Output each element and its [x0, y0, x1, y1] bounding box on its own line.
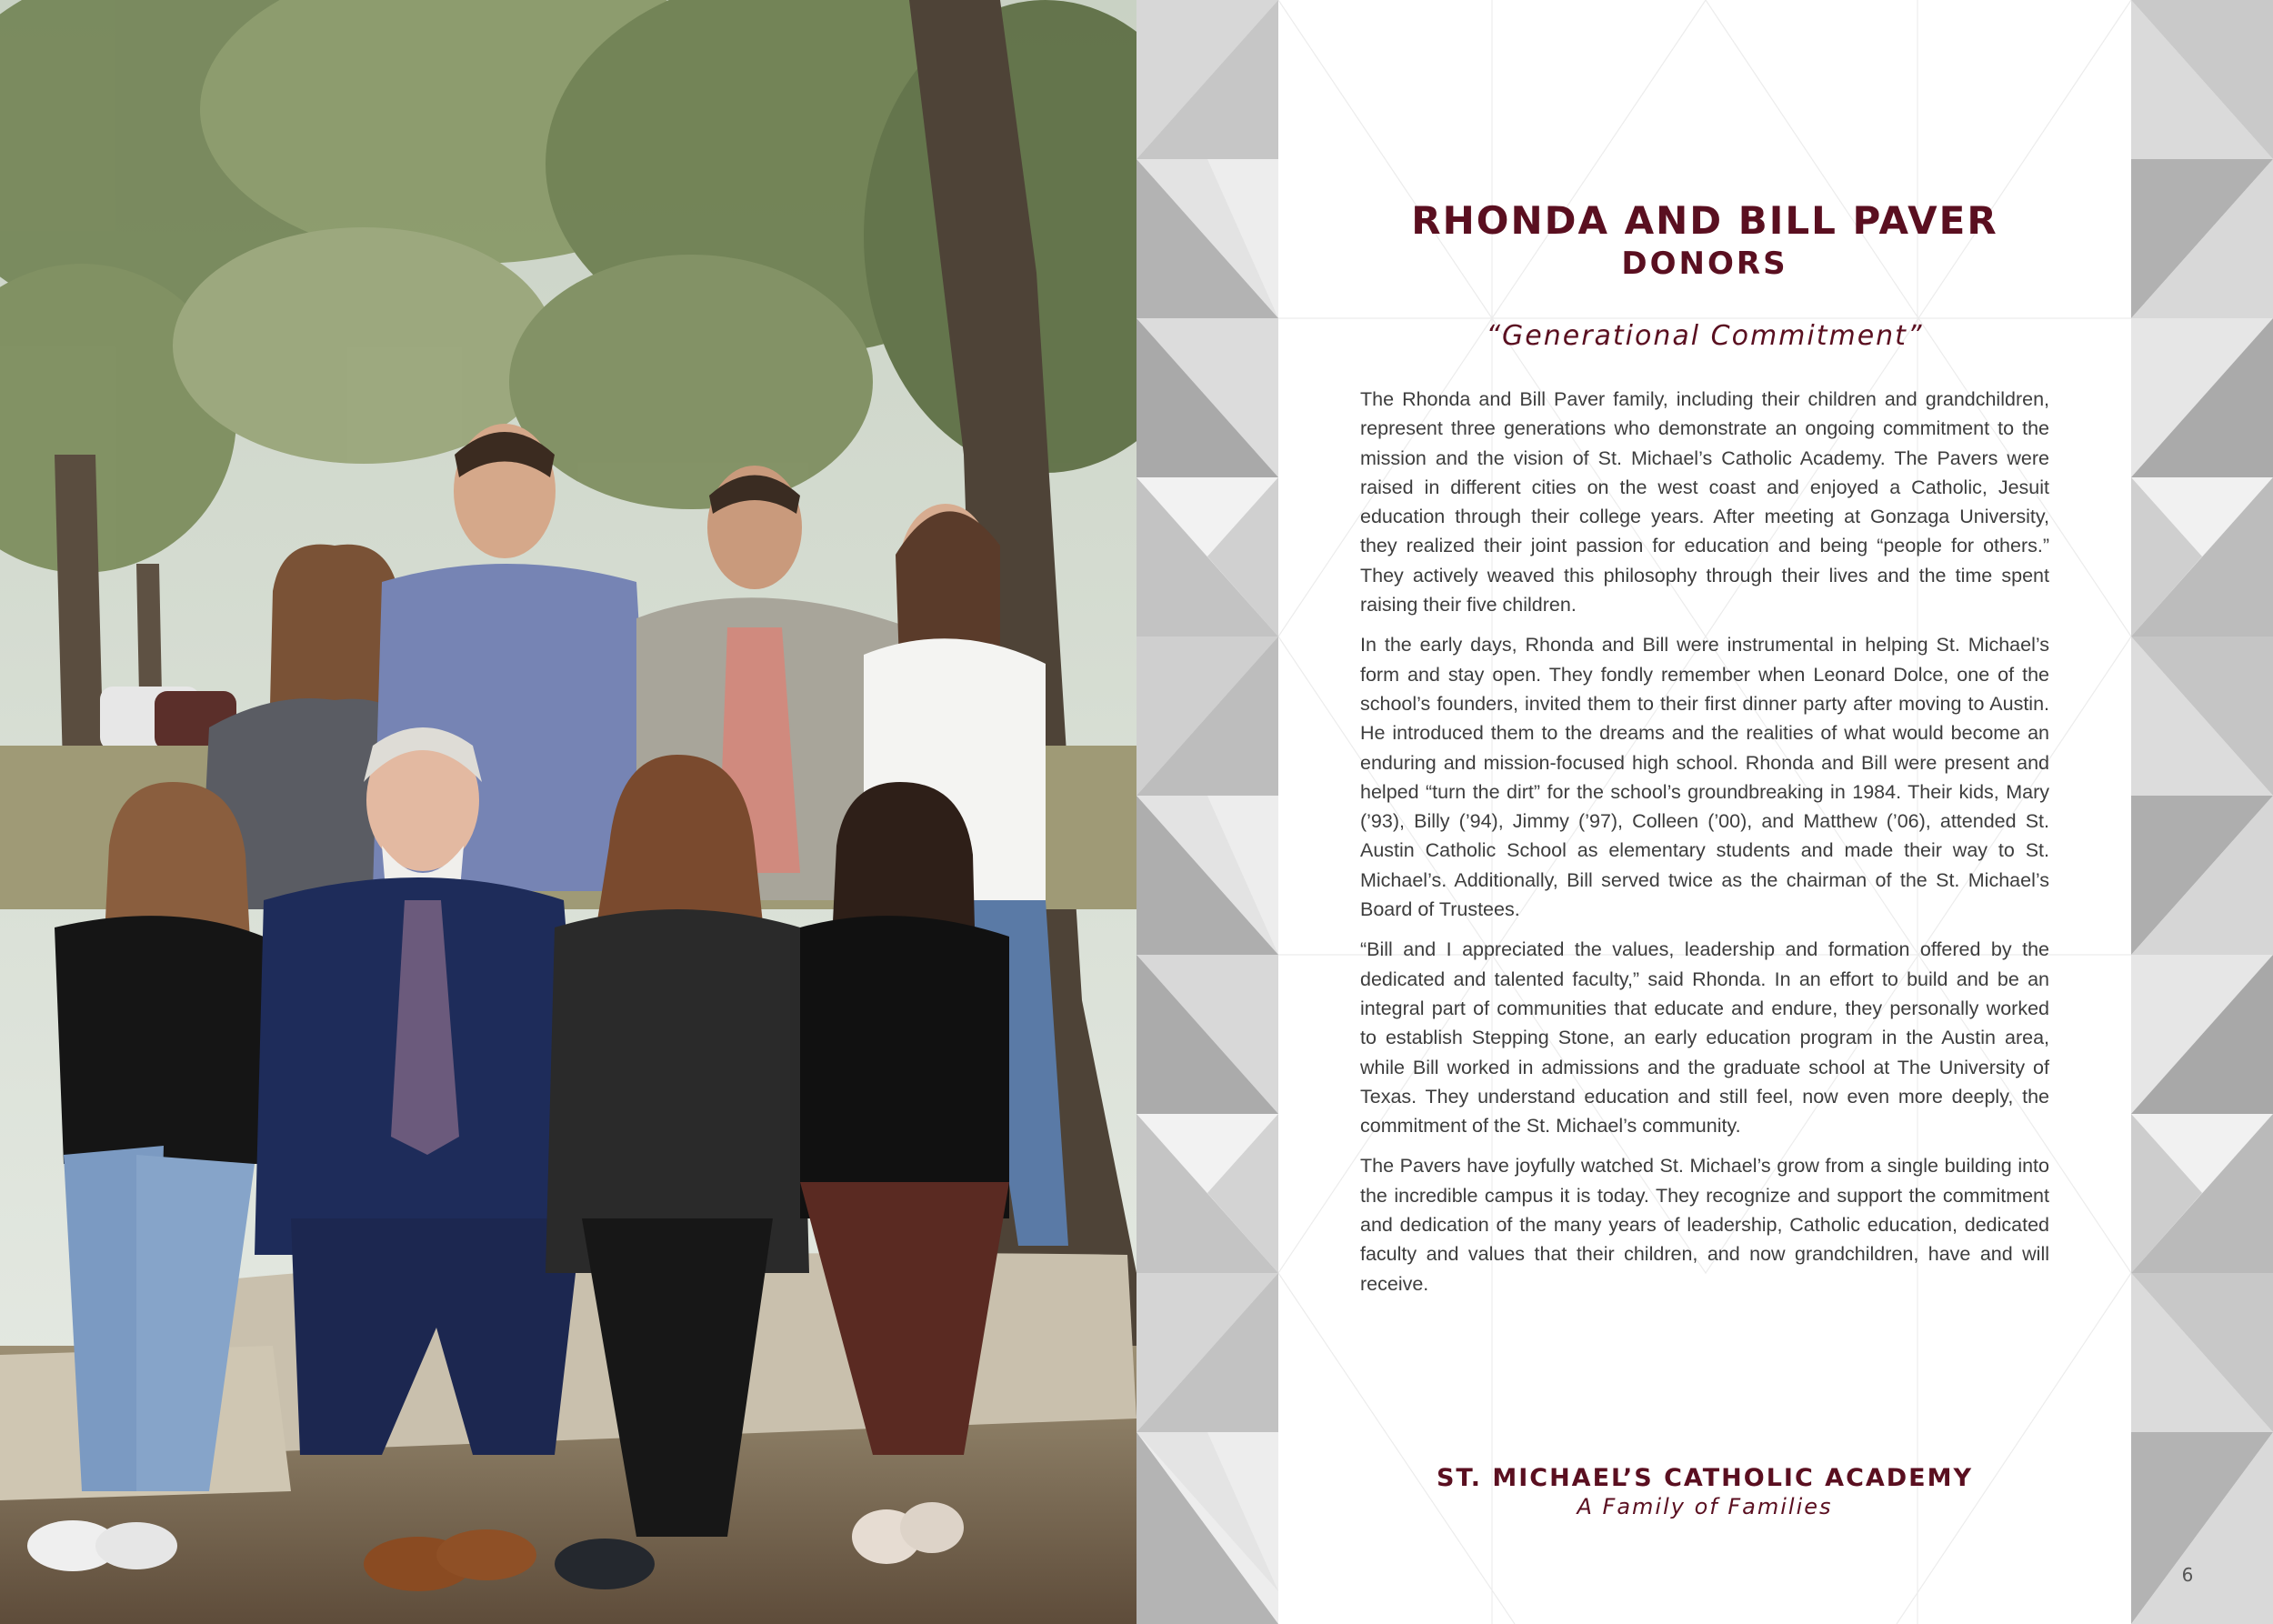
paragraph: In the early days, Rhonda and Bill were instrumental in helping St. Michael’s form and stay open. They fondly remember when Leonard Dolce, one of the school’s founders, invited them to their first dinner party after moving to Austin. He introduced them to the dreams and the realities of what would become an enduring and mission-focused high school. Rhonda and Bill were present and helped “turn the dirt” for the school’s groundbreaking in 1984. Their kids, Mary (’93), Billy (’94), Jimmy (’97), Colleen (’00), and Matthew (’06), attended St. Austin Catholic School as elementary students and made their way to St. Michael’s. Additionally, Bill served twice as the chairman of the St. Michael’s Board of Trustees.: [1360, 634, 2049, 921]
triangle-pattern-right: [2131, 0, 2273, 1624]
paragraph: The Pavers have joyfully watched St. Michael’s grow from a single building into the incredible campus it is today. They recognize and support the commitment and dedication of the many years of leadership, Catholic education, dedicated faculty and values that their children, and now grandchildren, have and will receive.: [1360, 1155, 2049, 1295]
family-photo: [0, 0, 1136, 1624]
organization-tagline: A Family of Families: [1577, 1494, 1833, 1519]
donor-role-subtitle: DONORS: [1621, 246, 1788, 282]
donor-article: [1278, 0, 2131, 1624]
organization-name: ST. MICHAEL’S CATHOLIC ACADEMY: [1436, 1464, 1974, 1492]
page-number: 6: [2181, 1564, 2194, 1586]
paragraph: “Bill and I appreciated the values, leadership and formation offered by the dedicated and talented faculty,” said Rhonda. In an effort to build and be an integral part of communities that educate and endure, they personally worked to establish Stepping Stone, an early education program in the Austin area, while Bill worked in admissions and the graduate school at The University of Texas. They understand education and still feel, now even more deeply, the commitment of the St. Michael’s community.: [1360, 938, 2049, 1138]
donor-name-heading: RHONDA AND BILL PAVER: [1411, 198, 1998, 243]
paragraph: The Rhonda and Bill Paver family, including their children and grandchildren, represent three generations who demonstrate an ongoing commitment to the mission and the vision of St. Michael’s Catholic Academy. The Pavers were raised in different cities on the west coast and enjoyed a Catholic, Jesuit education through their college years. After meeting at Gonzaga University, they realized their joint passion for education and being “people for others.” They actively weaved this philosophy through their lives and the time spent raising their five children.: [1360, 388, 2049, 617]
feature-quote: “Generational Commitment”: [1486, 320, 1924, 352]
triangle-pattern-left: [1136, 0, 1278, 1624]
article-body: [1360, 385, 2049, 1309]
